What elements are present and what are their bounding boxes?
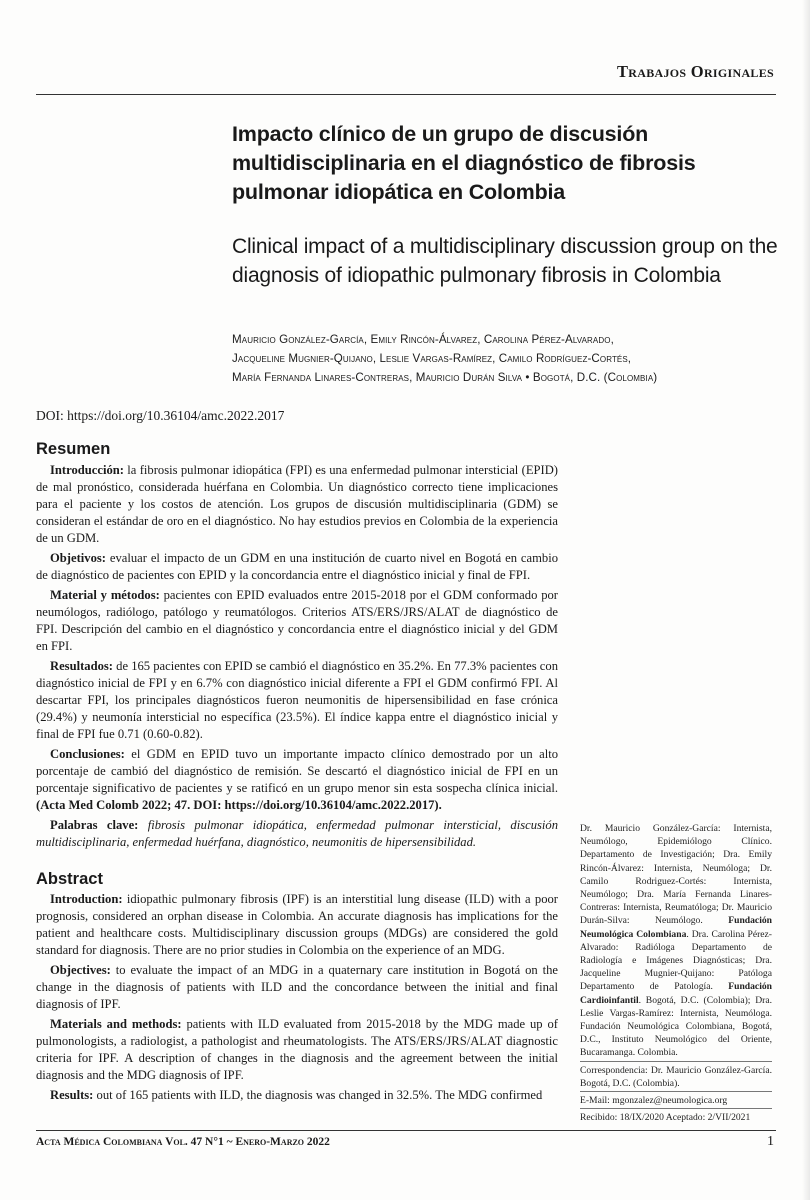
email-address[interactable]: E-Mail: mgonzalez@neumologica.org: [580, 1095, 728, 1107]
journal-footer: Acta Médica Colombiana Vol. 47 N°1 ~ Enero-Marzo 2022: [36, 1136, 330, 1148]
resumen-resultados: [36, 658, 558, 743]
correspondence: Correspondencia: Dr. Mauricio González-García. Bogotá, D.C. (Colombia).: [580, 1064, 772, 1089]
resumen-objetivos: [36, 550, 558, 584]
resumen-body: [36, 462, 558, 854]
label: Results:: [50, 1088, 94, 1102]
doi-link[interactable]: DOI: https://doi.org/10.36104/amc.2022.2017: [36, 408, 285, 423]
title-spanish: Impacto clínico de un grupo de discusión multidisciplinaria en el diagnóstico de fibrosis pulmonar idiopática en Colombia: [232, 122, 696, 204]
abstract-body: [36, 891, 558, 1107]
affiliations-sidebar: [580, 822, 772, 1125]
label: Material y métodos:: [50, 588, 160, 602]
footer-rule: [36, 1130, 776, 1131]
label: Introduction:: [50, 892, 123, 906]
resumen-metodos: [36, 587, 558, 655]
header-rule: [36, 94, 776, 95]
paragraph-text: evaluar el impacto de un GDM en una institución de cuarto nivel en Bogotá en cambio de diagnóstico de pacientes con EPID y la concordancia entre el diagnóstico inicial y final de FPI.: [36, 551, 558, 582]
label: Objectives:: [50, 963, 111, 977]
paragraph-text: pacientes con EPID evaluados entre 2015-2018 por el GDM conformado por neumólogos, radiólogo, patólogo y reumatólogos. Criterios ATS/ERS/JRS/ALAT de diagnóstico de FPI. Descripción del cambio en el diagnóstico y concordancia entre el diagnóstico inicial y del GDM en FPI.: [36, 588, 558, 653]
label: Materials and methods:: [50, 1017, 182, 1031]
sidebar-divider: [580, 1108, 772, 1109]
abstract-objectives: [36, 962, 558, 1013]
abstract-heading: Abstract: [36, 870, 103, 888]
paragraph-text: patients with ILD evaluated from 2015-2018 by the MDG made up of pulmonologists, a radiologist, a pathologist and rheumatologists. The ATS/ERS/JRS/ALAT diagnostic criteria for IPF. A description of changes in the diagnosis and the agreement between the initial diagnosis and the MDG diagnosis of IPF.: [36, 1017, 558, 1082]
citation: (Acta Med Colomb 2022; 47. DOI: https://doi.org/10.36104/amc.2022.2017).: [36, 798, 442, 812]
label: Introducción:: [50, 463, 124, 477]
title-english: Clinical impact of a multidisciplinary discussion group on the diagnosis of idiopathic pulmonary fibrosis in Colombia: [232, 235, 778, 287]
resumen-heading: Resumen: [36, 440, 111, 458]
affiliations: [580, 822, 772, 1060]
resumen-palabras-clave: [36, 817, 558, 851]
sidebar-divider: [580, 1091, 772, 1092]
author-line: María Fernanda Linares-Contreras, Mauricio Durán Silva • Bogotá, D.C. (Colombia): [232, 371, 658, 384]
paragraph-text: idiopathic pulmonary fibrosis (IPF) is an interstitial lung disease (ILD) with a poor prognosis, considered an orphan disease in Colombia. An accurate diagnosis has implications for the patient and healthcare costs. Multidisciplinary discussion groups (MDGs) are considered the gold standard for diagnosis. There are no prior studies in Colombia on the experience of an MDG.: [36, 892, 558, 957]
abstract-introduction: [36, 891, 558, 959]
author-line: Jacqueline Mugnier-Quijano, Leslie Vargas-Ramírez, Camilo Rodríguez-Cortés,: [232, 352, 632, 365]
section-label: Trabajos Originales: [616, 62, 774, 81]
resumen-conclusiones: [36, 746, 558, 814]
label: Palabras clave:: [50, 818, 139, 832]
label: Conclusiones:: [50, 747, 125, 761]
affiliation-text: . Bogotá, D.C. (Colombia); Dra. Leslie Vargas-Ramírez: Internista, Neumóloga. Fundación Neumológica Colombiana, Bogotá, D.C., Instituto Neumológico del Oriente, Bucaramanga. Colombia.: [580, 994, 772, 1059]
institution: Fundación Neumológica Colombiana: [580, 915, 772, 940]
sidebar-divider: [580, 1061, 772, 1062]
author-line: Mauricio González-García, Emily Rincón-Álvarez, Carolina Pérez-Alvarado,: [232, 333, 614, 346]
received-accepted-dates: Recibido: 18/IX/2020 Aceptado: 2/VII/2021: [580, 1112, 751, 1124]
label: Resultados:: [50, 659, 113, 673]
resumen-introduccion: [36, 462, 558, 547]
abstract-methods: [36, 1016, 558, 1084]
abstract-results: [36, 1087, 558, 1104]
institution: Fundación Cardioinfantil: [580, 981, 772, 1006]
paragraph-text: out of 165 patients with ILD, the diagnosis was changed in 32.5%. The MDG confirmed: [93, 1088, 543, 1102]
paragraph-text: de 165 pacientes con EPID se cambió el diagnóstico en 35.2%. En 77.3% pacientes con diagnóstico inicial de FPI y en 6.7% con diagnóstico inicial diferente a FPI el GDM confirmó FPI. Al descartar FPI, los principales diagnósticos fueron neumonitis de hipersensibilidad en fase crónica (29.4%) y neumonía intersticial no específica (23.5%). El índice kappa entre el diagnóstico inicial y final de FPI fue 0.71 (0.60-0.82).: [36, 659, 558, 741]
author-list: [232, 330, 777, 387]
page-edge-shadow: [802, 0, 810, 1200]
page-number: 1: [767, 1134, 774, 1149]
paragraph-text: la fibrosis pulmonar idiopática (FPI) es una enfermedad pulmonar intersticial (EPID) de mal pronóstico, considerada huérfana en Colombia. Un diagnóstico correcto tiene implicaciones para el paciente y los costos de atención. Los grupos de discusión multidisciplinaria (GDM) se consideran el estándar de oro en el diagnóstico. No hay estudios previos en Colombia de la experiencia de un GDM.: [36, 463, 558, 545]
affiliation-text: Dr. Mauricio González-García: Internista, Neumólogo, Epidemiólogo Clínico. Departamento de Investigación; Dra. Emily Rincón-Álvarez: Internista, Neumóloga; Dr. Camilo Rodriguez-Cortés: Internista, Neumólogo; Dra. María Fernanda Linares-Contreras: Internista, Reumatóloga; Dr. Mauricio Durán-Silva: Neumólogo.: [580, 823, 772, 927]
affiliation-text: . Dra. Carolina Pérez-Alvarado: Radióloga Departamento de Radiología e Imágenes Diagnósticas; Dra. Jacqueline Mugnier-Quijano: Patóloga Departamento de Patología.: [580, 928, 772, 993]
paragraph-text: el GDM en EPID tuvo un importante impacto clínico demostrado por un alto porcentaje de cambió del diagnóstico de remisión. Se descartó el diagnóstico inicial de FPI en un porcentaje significativo de pacientes y se ratificó en un grupo menor sin esta sospecha clínica inicial.: [36, 747, 558, 795]
label: Objetivos:: [50, 551, 106, 565]
keywords: fibrosis pulmonar idiopática, enfermedad pulmonar intersticial, discusión multidisciplinaria, enfermedad huérfana, diagnóstico, neumonitis de hipersensibilidad.: [36, 818, 558, 849]
paragraph-text: to evaluate the impact of an MDG in a quaternary care institution in Bogotá on the change in the diagnosis of patients with ILD and the concordance between the initial and final diagnosis of IPF.: [36, 963, 558, 1011]
